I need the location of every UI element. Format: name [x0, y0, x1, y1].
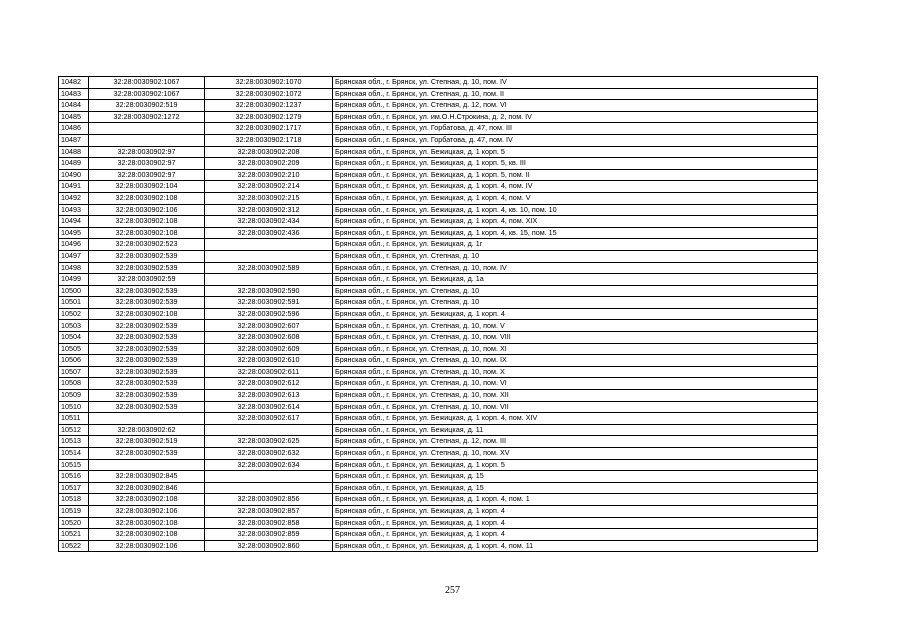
parent-cadastral-number-cell: 32:28:0030902:539	[89, 366, 205, 378]
parent-cadastral-number-cell: 32:28:0030902:539	[89, 332, 205, 344]
parent-cadastral-number-cell: 32:28:0030902:519	[89, 100, 205, 112]
record-number-cell: 10483	[59, 88, 89, 100]
cadastral-number-cell	[205, 471, 333, 483]
address-cell: Брянская обл., г. Брянск, ул. Горбатова, д. 47, пом. IV	[333, 134, 818, 146]
address-cell: Брянская обл., г. Брянск, ул. Степная, д. 10, пом. XI	[333, 343, 818, 355]
record-number-cell: 10511	[59, 413, 89, 425]
record-number-cell: 10520	[59, 517, 89, 529]
table-row	[59, 123, 818, 135]
table-row	[59, 216, 818, 228]
cadastral-number-cell: 32:28:0030902:208	[205, 146, 333, 158]
cadastral-number-cell: 32:28:0030902:1279	[205, 111, 333, 123]
table-row	[59, 390, 818, 402]
cadastral-number-cell: 32:28:0030902:215	[205, 192, 333, 204]
address-cell: Брянская обл., г. Брянск, ул. Бежицкая, д. 15	[333, 471, 818, 483]
table-row	[59, 146, 818, 158]
address-cell: Брянская обл., г. Брянск, ул. Степная, д. 10	[333, 285, 818, 297]
registry-table	[58, 76, 818, 552]
address-cell: Брянская обл., г. Брянск, ул. Степная, д. 12, пом. VI	[333, 100, 818, 112]
table-row	[59, 111, 818, 123]
cadastral-number-cell: 32:28:0030902:1072	[205, 88, 333, 100]
cadastral-number-cell: 32:28:0030902:596	[205, 308, 333, 320]
record-number-cell: 10503	[59, 320, 89, 332]
parent-cadastral-number-cell: 32:28:0030902:108	[89, 227, 205, 239]
parent-cadastral-number-cell: 32:28:0030902:539	[89, 390, 205, 402]
cadastral-number-cell: 32:28:0030902:612	[205, 378, 333, 390]
address-cell: Брянская обл., г. Брянск, ул. Бежицкая, д. 1 корп. 4	[333, 517, 818, 529]
table-row	[59, 448, 818, 460]
cadastral-number-cell: 32:28:0030902:436	[205, 227, 333, 239]
record-number-cell: 10494	[59, 216, 89, 228]
record-number-cell: 10493	[59, 204, 89, 216]
parent-cadastral-number-cell: 32:28:0030902:845	[89, 471, 205, 483]
parent-cadastral-number-cell: 32:28:0030902:108	[89, 192, 205, 204]
parent-cadastral-number-cell: 32:28:0030902:539	[89, 262, 205, 274]
table-row	[59, 343, 818, 355]
record-number-cell: 10512	[59, 424, 89, 436]
address-cell: Брянская обл., г. Брянск, ул. Бежицкая, д. 1 корп. 4, пом. 1	[333, 494, 818, 506]
table-row	[59, 517, 818, 529]
table-row	[59, 158, 818, 170]
address-cell: Брянская обл., г. Брянск, ул. Степная, д. 10, пом. VI	[333, 378, 818, 390]
cadastral-number-cell: 32:28:0030902:856	[205, 494, 333, 506]
address-cell: Брянская обл., г. Брянск, ул. Степная, д. 10	[333, 297, 818, 309]
table-row	[59, 285, 818, 297]
address-cell: Брянская обл., г. Брянск, ул. им.О.Н.Строкина, д. 2, пом. IV	[333, 111, 818, 123]
address-cell: Брянская обл., г. Брянск, ул. Степная, д. 10, пом. VII	[333, 401, 818, 413]
address-cell: Брянская обл., г. Брянск, ул. Степная, д. 10, пом. XV	[333, 448, 818, 460]
table-row	[59, 181, 818, 193]
cadastral-number-cell: 32:28:0030902:210	[205, 169, 333, 181]
table-row	[59, 192, 818, 204]
address-cell: Брянская обл., г. Брянск, ул. Бежицкая, д. 15	[333, 482, 818, 494]
cadastral-number-cell: 32:28:0030902:614	[205, 401, 333, 413]
table-row	[59, 540, 818, 552]
cadastral-number-cell: 32:28:0030902:1070	[205, 77, 333, 89]
cadastral-number-cell: 32:28:0030902:591	[205, 297, 333, 309]
parent-cadastral-number-cell: 32:28:0030902:539	[89, 448, 205, 460]
address-cell: Брянская обл., г. Брянск, ул. Бежицкая, д. 1 корп. 5, кв. III	[333, 158, 818, 170]
record-number-cell: 10517	[59, 482, 89, 494]
cadastral-number-cell	[205, 239, 333, 251]
record-number-cell: 10519	[59, 505, 89, 517]
cadastral-number-cell: 32:28:0030902:609	[205, 343, 333, 355]
record-number-cell: 10497	[59, 250, 89, 262]
record-number-cell: 10501	[59, 297, 89, 309]
cadastral-number-cell: 32:28:0030902:434	[205, 216, 333, 228]
table-row	[59, 227, 818, 239]
record-number-cell: 10490	[59, 169, 89, 181]
parent-cadastral-number-cell: 32:28:0030902:539	[89, 378, 205, 390]
address-cell: Брянская обл., г. Брянск, ул. Бежицкая, д. 1 корп. 5	[333, 459, 818, 471]
record-number-cell: 10516	[59, 471, 89, 483]
cadastral-number-cell: 32:28:0030902:857	[205, 505, 333, 517]
record-number-cell: 10521	[59, 529, 89, 541]
address-cell: Брянская обл., г. Брянск, ул. Бежицкая, д. 1 корп. 4	[333, 505, 818, 517]
address-cell: Брянская обл., г. Брянск, ул. Горбатова, д. 47, пом. III	[333, 123, 818, 135]
record-number-cell: 10508	[59, 378, 89, 390]
cadastral-number-cell: 32:28:0030902:634	[205, 459, 333, 471]
cadastral-number-cell: 32:28:0030902:617	[205, 413, 333, 425]
parent-cadastral-number-cell: 32:28:0030902:539	[89, 401, 205, 413]
parent-cadastral-number-cell	[89, 413, 205, 425]
table-row	[59, 100, 818, 112]
record-number-cell: 10515	[59, 459, 89, 471]
cadastral-number-cell: 32:28:0030902:1717	[205, 123, 333, 135]
parent-cadastral-number-cell: 32:28:0030902:108	[89, 494, 205, 506]
parent-cadastral-number-cell: 32:28:0030902:539	[89, 297, 205, 309]
table-row	[59, 459, 818, 471]
cadastral-number-cell: 32:28:0030902:859	[205, 529, 333, 541]
parent-cadastral-number-cell: 32:28:0030902:97	[89, 158, 205, 170]
registry-table-body	[59, 77, 818, 552]
record-number-cell: 10514	[59, 448, 89, 460]
record-number-cell: 10491	[59, 181, 89, 193]
record-number-cell: 10518	[59, 494, 89, 506]
cadastral-number-cell: 32:28:0030902:625	[205, 436, 333, 448]
address-cell: Брянская обл., г. Брянск, ул. Степная, д. 10, пом. IX	[333, 355, 818, 367]
record-number-cell: 10485	[59, 111, 89, 123]
address-cell: Брянская обл., г. Брянск, ул. Бежицкая, д. 1 корп. 4, пом. V	[333, 192, 818, 204]
cadastral-number-cell: 32:28:0030902:1718	[205, 134, 333, 146]
record-number-cell: 10506	[59, 355, 89, 367]
address-cell: Брянская обл., г. Брянск, ул. Степная, д. 10, пом. X	[333, 366, 818, 378]
table-row	[59, 262, 818, 274]
address-cell: Брянская обл., г. Брянск, ул. Степная, д. 10, пом. II	[333, 88, 818, 100]
parent-cadastral-number-cell: 32:28:0030902:523	[89, 239, 205, 251]
cadastral-number-cell: 32:28:0030902:214	[205, 181, 333, 193]
record-number-cell: 10509	[59, 390, 89, 402]
parent-cadastral-number-cell: 32:28:0030902:104	[89, 181, 205, 193]
parent-cadastral-number-cell: 32:28:0030902:108	[89, 216, 205, 228]
page-number: 257	[445, 585, 460, 596]
record-number-cell: 10495	[59, 227, 89, 239]
address-cell: Брянская обл., г. Брянск, ул. Бежицкая, д. 1г	[333, 239, 818, 251]
cadastral-number-cell: 32:28:0030902:590	[205, 285, 333, 297]
table-row	[59, 401, 818, 413]
address-cell: Брянская обл., г. Брянск, ул. Степная, д. 10, пом. V	[333, 320, 818, 332]
table-row	[59, 274, 818, 286]
record-number-cell: 10484	[59, 100, 89, 112]
parent-cadastral-number-cell: 32:28:0030902:97	[89, 146, 205, 158]
address-cell: Брянская обл., г. Брянск, ул. Степная, д. 10, пом. VIII	[333, 332, 818, 344]
address-cell: Брянская обл., г. Брянск, ул. Степная, д. 12, пом. III	[333, 436, 818, 448]
parent-cadastral-number-cell: 32:28:0030902:539	[89, 355, 205, 367]
cadastral-number-cell: 32:28:0030902:209	[205, 158, 333, 170]
cadastral-number-cell: 32:28:0030902:858	[205, 517, 333, 529]
table-row	[59, 320, 818, 332]
table-row	[59, 413, 818, 425]
parent-cadastral-number-cell: 32:28:0030902:539	[89, 250, 205, 262]
table-row	[59, 471, 818, 483]
record-number-cell: 10522	[59, 540, 89, 552]
table-row	[59, 424, 818, 436]
record-number-cell: 10505	[59, 343, 89, 355]
table-row	[59, 169, 818, 181]
record-number-cell: 10499	[59, 274, 89, 286]
address-cell: Брянская обл., г. Брянск, ул. Бежицкая, д. 1 корп. 4, кв. 10, пом. 10	[333, 204, 818, 216]
address-cell: Брянская обл., г. Брянск, ул. Степная, д. 10, пом. XII	[333, 390, 818, 402]
address-cell: Брянская обл., г. Брянск, ул. Бежицкая, д. 1а	[333, 274, 818, 286]
record-number-cell: 10507	[59, 366, 89, 378]
cadastral-number-cell: 32:28:0030902:589	[205, 262, 333, 274]
address-cell: Брянская обл., г. Брянск, ул. Бежицкая, д. 1 корп. 5, пом. II	[333, 169, 818, 181]
parent-cadastral-number-cell: 32:28:0030902:59	[89, 274, 205, 286]
parent-cadastral-number-cell	[89, 459, 205, 471]
address-cell: Брянская обл., г. Брянск, ул. Бежицкая, д. 1 корп. 4, кв. 15, пом. 15	[333, 227, 818, 239]
parent-cadastral-number-cell: 32:28:0030902:1272	[89, 111, 205, 123]
parent-cadastral-number-cell: 32:28:0030902:519	[89, 436, 205, 448]
address-cell: Брянская обл., г. Брянск, ул. Степная, д. 10, пом. IV	[333, 262, 818, 274]
address-cell: Брянская обл., г. Брянск, ул. Бежицкая, д. 1 корп. 5	[333, 146, 818, 158]
parent-cadastral-number-cell: 32:28:0030902:106	[89, 505, 205, 517]
record-number-cell: 10486	[59, 123, 89, 135]
table-row	[59, 494, 818, 506]
record-number-cell: 10504	[59, 332, 89, 344]
table-row	[59, 297, 818, 309]
table-row	[59, 77, 818, 89]
address-cell: Брянская обл., г. Брянск, ул. Степная, д. 10, пом. IV	[333, 77, 818, 89]
parent-cadastral-number-cell: 32:28:0030902:539	[89, 320, 205, 332]
address-cell: Брянская обл., г. Брянск, ул. Бежицкая, д. 11	[333, 424, 818, 436]
table-row	[59, 88, 818, 100]
cadastral-number-cell: 32:28:0030902:312	[205, 204, 333, 216]
record-number-cell: 10496	[59, 239, 89, 251]
table-row	[59, 378, 818, 390]
table-row	[59, 355, 818, 367]
parent-cadastral-number-cell: 32:28:0030902:846	[89, 482, 205, 494]
record-number-cell: 10482	[59, 77, 89, 89]
parent-cadastral-number-cell: 32:28:0030902:108	[89, 517, 205, 529]
record-number-cell: 10492	[59, 192, 89, 204]
table-row	[59, 482, 818, 494]
record-number-cell: 10510	[59, 401, 89, 413]
record-number-cell: 10488	[59, 146, 89, 158]
parent-cadastral-number-cell: 32:28:0030902:1067	[89, 88, 205, 100]
parent-cadastral-number-cell: 32:28:0030902:108	[89, 529, 205, 541]
parent-cadastral-number-cell	[89, 123, 205, 135]
table-row	[59, 134, 818, 146]
table-row	[59, 366, 818, 378]
parent-cadastral-number-cell: 32:28:0030902:539	[89, 343, 205, 355]
table-row	[59, 505, 818, 517]
parent-cadastral-number-cell: 32:28:0030902:97	[89, 169, 205, 181]
cadastral-number-cell: 32:28:0030902:610	[205, 355, 333, 367]
cadastral-number-cell	[205, 482, 333, 494]
address-cell: Брянская обл., г. Брянск, ул. Бежицкая, д. 1 корп. 4, пом. XIV	[333, 413, 818, 425]
table-row	[59, 204, 818, 216]
address-cell: Брянская обл., г. Брянск, ул. Бежицкая, д. 1 корп. 4, пом. 11	[333, 540, 818, 552]
address-cell: Брянская обл., г. Брянск, ул. Бежицкая, д. 1 корп. 4, пом. XIX	[333, 216, 818, 228]
record-number-cell: 10513	[59, 436, 89, 448]
parent-cadastral-number-cell: 32:28:0030902:106	[89, 204, 205, 216]
table-row	[59, 250, 818, 262]
address-cell: Брянская обл., г. Брянск, ул. Бежицкая, д. 1 корп. 4	[333, 529, 818, 541]
record-number-cell: 10498	[59, 262, 89, 274]
address-cell: Брянская обл., г. Брянск, ул. Бежицкая, д. 1 корп. 4, пом. IV	[333, 181, 818, 193]
record-number-cell: 10500	[59, 285, 89, 297]
cadastral-number-cell: 32:28:0030902:1237	[205, 100, 333, 112]
record-number-cell: 10489	[59, 158, 89, 170]
table-row	[59, 308, 818, 320]
cadastral-number-cell: 32:28:0030902:632	[205, 448, 333, 460]
table-row	[59, 529, 818, 541]
cadastral-number-cell	[205, 424, 333, 436]
parent-cadastral-number-cell	[89, 134, 205, 146]
address-cell: Брянская обл., г. Брянск, ул. Бежицкая, д. 1 корп. 4	[333, 308, 818, 320]
parent-cadastral-number-cell: 32:28:0030902:62	[89, 424, 205, 436]
address-cell: Брянская обл., г. Брянск, ул. Степная, д. 10	[333, 250, 818, 262]
table-row	[59, 436, 818, 448]
table-row	[59, 239, 818, 251]
cadastral-number-cell	[205, 274, 333, 286]
cadastral-number-cell: 32:28:0030902:607	[205, 320, 333, 332]
cadastral-number-cell: 32:28:0030902:860	[205, 540, 333, 552]
parent-cadastral-number-cell: 32:28:0030902:108	[89, 308, 205, 320]
cadastral-number-cell: 32:28:0030902:611	[205, 366, 333, 378]
table-row	[59, 332, 818, 344]
cadastral-number-cell	[205, 250, 333, 262]
parent-cadastral-number-cell: 32:28:0030902:1067	[89, 77, 205, 89]
record-number-cell: 10502	[59, 308, 89, 320]
parent-cadastral-number-cell: 32:28:0030902:539	[89, 285, 205, 297]
parent-cadastral-number-cell: 32:28:0030902:106	[89, 540, 205, 552]
cadastral-number-cell: 32:28:0030902:608	[205, 332, 333, 344]
cadastral-number-cell: 32:28:0030902:613	[205, 390, 333, 402]
record-number-cell: 10487	[59, 134, 89, 146]
